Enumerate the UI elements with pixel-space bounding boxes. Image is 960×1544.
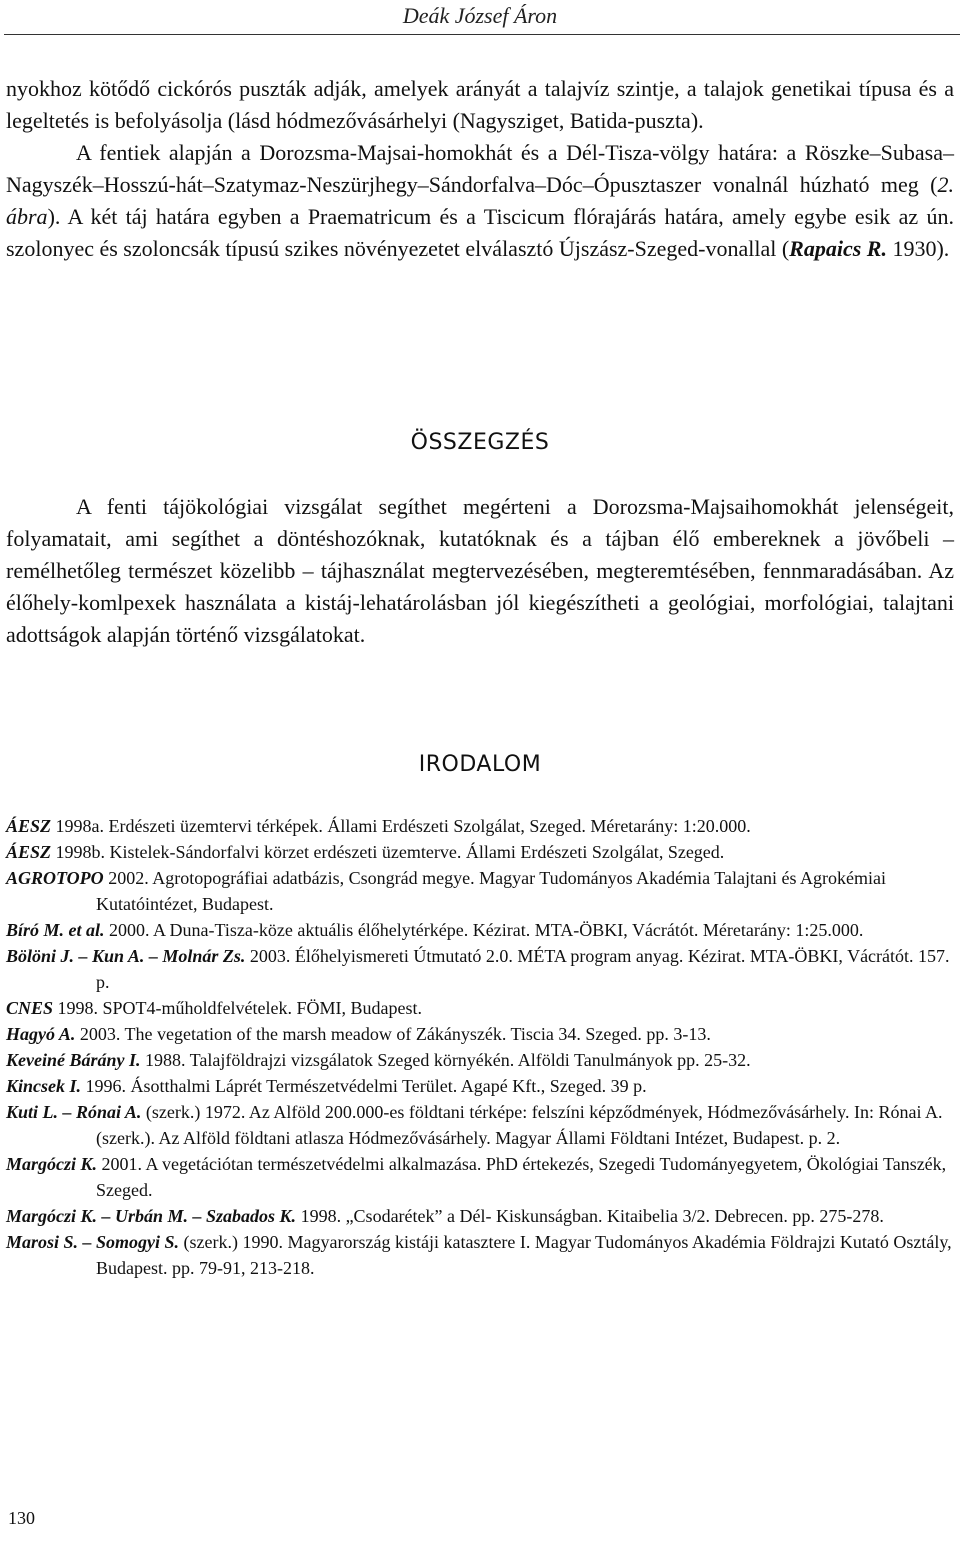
reference-text: 1998b. Kistelek-Sándorfalvi körzet erdészeti üzemterve. Állami Erdészeti Szolgálat, Szeged. xyxy=(51,842,725,862)
intro-text-3: ). A két táj határa egyben a Praematricum és a Tiscicum flórajárás határa, amely egybe esik az ún. szolonyec és szoloncsák típusú szikes növényezetet elválasztó Újszász-Szeged-vonallal ( xyxy=(6,204,954,261)
reference-author: ÁESZ xyxy=(6,816,52,836)
literature-heading: IRODALOM xyxy=(418,752,542,777)
reference-author: Marosi S. – Somogyi S. xyxy=(6,1232,180,1252)
reference-item xyxy=(6,865,954,917)
reference-author: Hagyó A. xyxy=(6,1024,76,1044)
reference-author: Keveiné Bárány I. xyxy=(6,1050,141,1070)
reference-author: Bíró M. et al. xyxy=(6,920,105,940)
reference-item xyxy=(6,1099,954,1151)
reference-text: 2002. Agrotopográfiai adatbázis, Csongrád megye. Magyar Tudományos Akadémia Talajtani és Agrokémiai Kutatóintézet, Budapest. xyxy=(96,868,886,914)
reference-author: Margóczi K. xyxy=(6,1154,98,1174)
reference-text: 2000. A Duna-Tisza-köze aktuális élőhelytérképe. Kézirat. MTA-ÖBKI, Vácrátót. Méretarány: 1:25.000. xyxy=(104,920,864,940)
reference-text: 1998. SPOT4-műholdfelvételek. FÖMI, Budapest. xyxy=(53,998,422,1018)
intro-text-1: nyokhoz kötődő cickórós puszták adják, amelyek arányát a talajvíz szintje, a talajok genetikai típusa és a legeltetés is befolyásolja (lásd hódmezővásárhelyi (Nagysziget, Batida-puszta). xyxy=(6,76,954,133)
running-head: Deák József Áron xyxy=(402,3,558,28)
reference-list xyxy=(6,813,954,1281)
intro-text-2: A fentiek alapján a Dorozsma-Majsai-homokhát és a Dél-Tisza-völgy határa: a Röszke–Subasa–Nagyszék–Hosszú-hát–Szatymaz-Neszürjhegy–Sándorfalva–Dóc–Ópusztaszer vonalnál húzható meg ( xyxy=(6,140,954,197)
reference-text: (szerk.) 1972. Az Alföld 200.000-es földtani térképe: felszíni képződmények, Hódmezővásárhely. In: Rónai A. (szerk.). Az Alföld földtani atlasza Hódmezővásárhely. Magyar Állami Földtani Intézet, Budapest. p. 2. xyxy=(96,1102,943,1148)
reference-item xyxy=(6,1073,954,1099)
reference-item xyxy=(6,813,954,839)
figure-reference: 2. ábra xyxy=(6,172,954,229)
summary-paragraph xyxy=(6,491,954,651)
reference-text: 1996. Ásotthalmi Láprét Természetvédelmi Terület. Agapé Kft., Szeged. 39 p. xyxy=(81,1076,647,1096)
reference-text: (szerk.) 1990. Magyarország kistáji katasztere I. Magyar Tudományos Akadémia Földrajzi Kutató Osztály, Budapest. pp. 79-91, 213-218. xyxy=(96,1232,952,1278)
reference-item xyxy=(6,917,954,943)
reference-item xyxy=(6,1229,954,1281)
reference-item xyxy=(6,1151,954,1203)
reference-text: 2003. Élőhelyismereti Útmutató 2.0. MÉTA program anyag. Kézirat. MTA-ÖBKI, Vácrátót. 157. p. xyxy=(96,946,950,992)
reference-item xyxy=(6,1047,954,1073)
summary-heading: ÖSSZEGZÉS xyxy=(410,430,550,455)
citation-author: Rapaics R. xyxy=(789,236,887,261)
reference-author: CNES xyxy=(6,998,54,1018)
header-rule xyxy=(4,34,960,35)
reference-text: 2001. A vegetációtan természetvédelmi alkalmazása. PhD értekezés, Szegedi Tudományegyetem, Ökológiai Tanszék, Szeged. xyxy=(96,1154,947,1200)
reference-text: 1998. „Csodarétek” a Dél- Kiskunságban. Kitaibelia 3/2. Debrecen. pp. 275-278. xyxy=(296,1206,884,1226)
reference-author: Kuti L. – Rónai A. xyxy=(6,1102,142,1122)
reference-item xyxy=(6,839,954,865)
reference-author: Bölöni J. – Kun A. – Molnár Zs. xyxy=(6,946,246,966)
reference-item xyxy=(6,995,954,1021)
reference-item xyxy=(6,1021,954,1047)
reference-author: AGROTOPO xyxy=(6,868,104,888)
reference-author: ÁESZ xyxy=(6,842,52,862)
intro-text-4: 1930). xyxy=(886,236,950,261)
reference-author: Kincsek I. xyxy=(6,1076,82,1096)
summary-text: A fenti tájökológiai vizsgálat segíthet megérteni a Dorozsma-Majsaihomokhát jelenségeit, folyamatait, ami segíthet a döntéshozóknak, kutatóknak és a tájban élő embereknek a jövőbeli – remélhetőleg természet közelibb – tájhasználat megtervezésében, megteremtésében, fennmaradásában. Az élőhely-komlpexek használata a kistáj-lehatárolásban jól kiegészítheti a geológiai, morfológiai, talajtani adottságok alapján történő vizsgálatokat. xyxy=(6,494,954,647)
reference-item xyxy=(6,1203,954,1229)
reference-text: 2003. The vegetation of the marsh meadow of Zákányszék. Tiscia 34. Szeged. pp. 3-13. xyxy=(75,1024,711,1044)
page-number: 130 xyxy=(8,1508,35,1528)
intro-paragraph xyxy=(6,73,954,265)
reference-item xyxy=(6,943,954,995)
reference-text: 1988. Talajföldrajzi vizsgálatok Szeged környékén. Alföldi Tanulmányok pp. 25-32. xyxy=(140,1050,751,1070)
reference-text: 1998a. Erdészeti üzemtervi térképek. Állami Erdészeti Szolgálat, Szeged. Méretarány: 1:20.000. xyxy=(51,816,751,836)
reference-author: Margóczi K. – Urbán M. – Szabados K. xyxy=(6,1206,297,1226)
